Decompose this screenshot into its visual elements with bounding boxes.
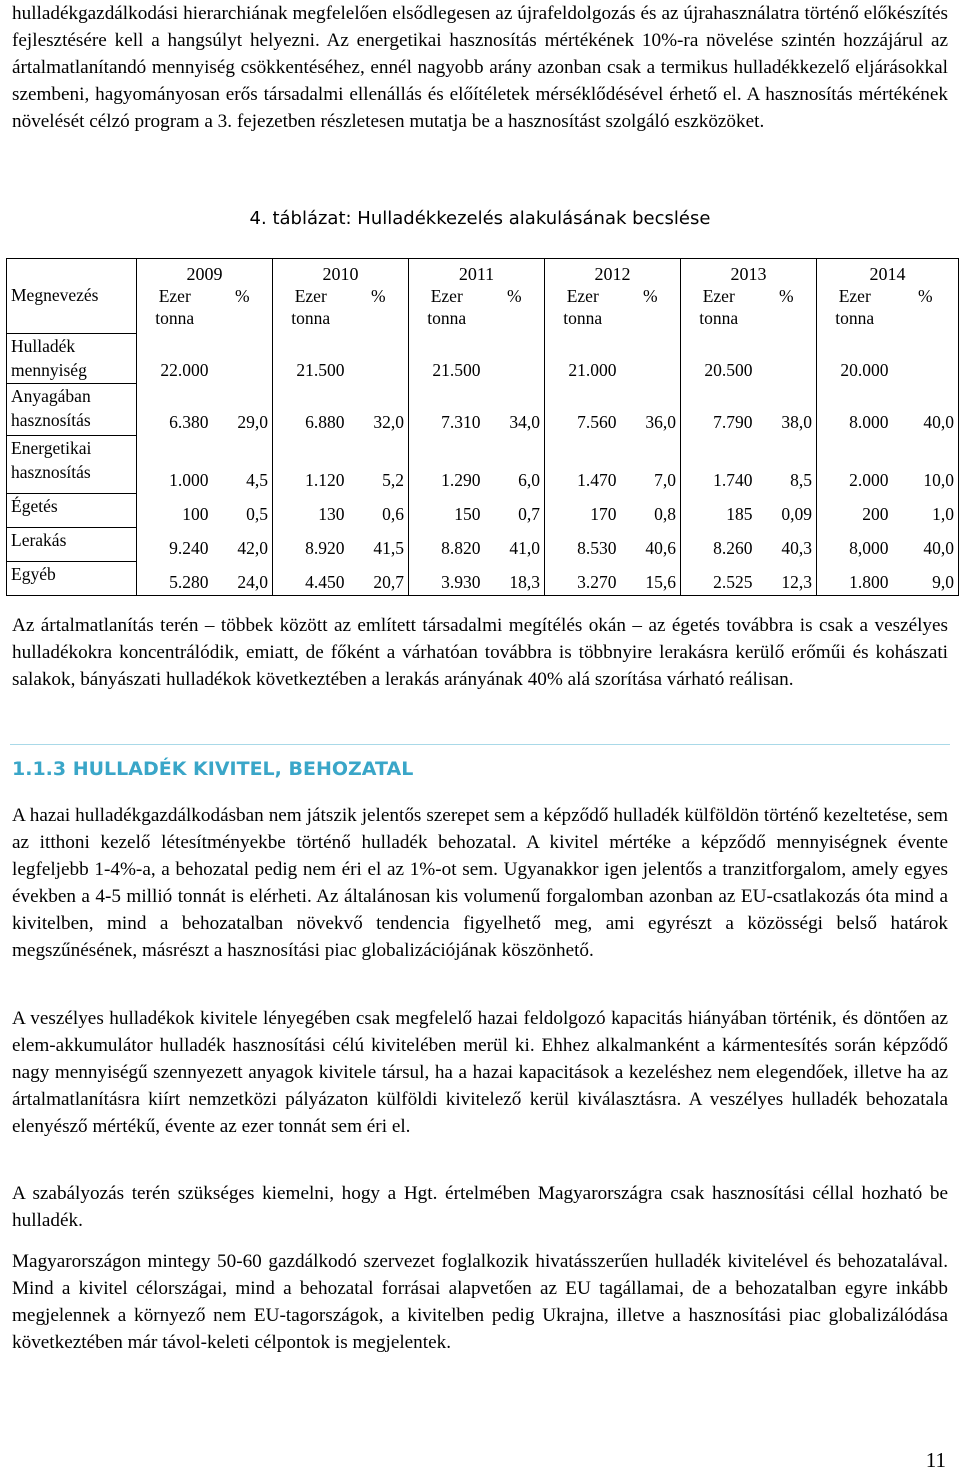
cell-percent: 36,0 xyxy=(621,383,681,435)
table-row xyxy=(7,383,959,435)
percent-header: % xyxy=(621,285,681,333)
cell-value: 3.930 xyxy=(409,561,485,595)
page-number: 11 xyxy=(925,1448,946,1472)
table-row xyxy=(7,493,959,527)
cell-percent: 8,5 xyxy=(757,435,817,493)
row-label: Égetés xyxy=(7,493,137,527)
cell-percent: 40,0 xyxy=(893,383,959,435)
table-header-years xyxy=(7,259,959,286)
cell-value: 1.290 xyxy=(441,470,481,490)
cell-value: 185 xyxy=(726,504,753,524)
cell-percent: 0,09 xyxy=(757,493,817,527)
cell-percent: 41,5 xyxy=(349,527,409,561)
cell-percent: 40,6 xyxy=(621,527,681,561)
unit-header: Ezer tonna xyxy=(155,286,195,328)
paragraph-organizations: Magyarországon mintegy 50-60 gazdálkodó szervezet foglalkozik hivatásszerűen hulladék kivitelével és behozatalával. Mind a kivitel célországai, mind a behozatal forrásai alapvetően az EU tagállamai, de a behozatalban egyre inkább megjelennek a környező nem EU-tagországok, a kivitelben pedig Ukrajna, illetve a hasznosítási piac globalizálódása következtében már távol-keleti célpontok is megjelentek. xyxy=(12,1251,948,1353)
percent-header: % xyxy=(757,285,817,333)
cell-value: 20.000 xyxy=(840,360,889,380)
cell-value: 7.310 xyxy=(441,412,481,432)
table-row xyxy=(7,435,959,493)
paragraph-hazardous-export: A veszélyes hulladékok kivitele lényegében csak megfelelő hazai feldolgozó kapacitás hiányában történik, és döntően az elem-akkumulátor hulladék hasznosítási célú kivitelében merül ki. Ehhez alkalmanként a kármentesítés során képződő nagy mennyiségű szennyezett anyagok kivitele társul, ha a hazai kapacitások a kezeléshez nem elegendőek, illetve ha az ártalmatlanításra kiírt nemzetközi pályázaton külföldi kivitelező kerül kiválasztásra. A veszélyes hulladék behozatala elenyésző mértékű, évente az ezer tonnát sem éri el. xyxy=(12,1008,948,1137)
row-label: Lerakás xyxy=(7,527,137,561)
cell-value: 6.380 xyxy=(169,412,209,432)
cell-value: 22.000 xyxy=(160,360,209,380)
percent-header: % xyxy=(349,285,409,333)
cell-percent: 0,5 xyxy=(213,493,273,527)
cell-percent xyxy=(349,333,409,383)
cell-percent: 5,2 xyxy=(349,435,409,493)
cell-percent: 0,7 xyxy=(485,493,545,527)
cell-value: 6.880 xyxy=(305,412,345,432)
cell-value: 7.560 xyxy=(577,412,617,432)
cell-percent: 40,3 xyxy=(757,527,817,561)
cell-value: 1.800 xyxy=(817,561,893,595)
cell-percent: 24,0 xyxy=(213,561,273,595)
paragraph-export-import: A hazai hulladékgazdálkodásban nem játszik jelentős szerepet sem a képződő hulladék külföldön történő kezeltetése, sem az itthoni kezelő létesítményekbe történő hulladék behozatal. A kivitel mértéke a képződő mennyiségnek évente legfeljebb 1-4%-a, a behozatal pedig nem éri el az 1%-ot sem. Ugyanakkor igen jelentős a tranzitforgalom, amely egyes években a 4-5 millió tonnát is elérheti. Az általánosan kis volumenű forgalomban azonban az EU-csatlakozás óta mind a kivitelben, mind a behozatalban növekvő tendencia figyelhető meg, ami egyrészt a közösségi belső határok megszűnésének, másrészt a hasznosítási piac globalizációjának köszönhető. xyxy=(12,805,948,961)
cell-percent: 18,3 xyxy=(485,561,545,595)
year-header: 2014 xyxy=(817,259,959,286)
unit-header: Ezer tonna xyxy=(291,286,331,328)
cell-value: 8.530 xyxy=(577,538,617,558)
cell-value: 2.000 xyxy=(849,470,889,490)
row-label: Anyagában hasznosítás xyxy=(7,383,137,435)
waste-treatment-table xyxy=(6,258,959,596)
cell-percent: 4,5 xyxy=(213,435,273,493)
cell-percent: 38,0 xyxy=(757,383,817,435)
cell-percent: 20,7 xyxy=(349,561,409,595)
cell-percent: 0,8 xyxy=(621,493,681,527)
cell-percent: 34,0 xyxy=(485,383,545,435)
year-header: 2011 xyxy=(409,259,545,286)
cell-percent xyxy=(757,333,817,383)
table-row xyxy=(7,561,959,595)
table-row xyxy=(7,527,959,561)
cell-value: 100 xyxy=(182,504,209,524)
cell-percent: 15,6 xyxy=(621,561,681,595)
cell-value: 8.000 xyxy=(849,412,889,432)
section-divider xyxy=(10,744,950,745)
cell-percent: 12,3 xyxy=(757,561,817,595)
unit-header: Ezer tonna xyxy=(427,286,467,328)
cell-value: 1.120 xyxy=(305,470,345,490)
cell-percent: 0,6 xyxy=(349,493,409,527)
cell-percent: 29,0 xyxy=(213,383,273,435)
cell-percent: 6,0 xyxy=(485,435,545,493)
cell-value: 200 xyxy=(862,504,889,524)
year-header: 2012 xyxy=(545,259,681,286)
cell-value: 8.820 xyxy=(441,538,481,558)
row-label: Hulladék mennyiség xyxy=(7,333,137,383)
year-header: 2009 xyxy=(137,259,273,286)
cell-value: 9.240 xyxy=(169,538,209,558)
table-row xyxy=(7,333,959,383)
unit-header: Ezer tonna xyxy=(835,286,875,328)
row-label: Energetikai hasznosítás xyxy=(7,435,137,493)
cell-value: 3.270 xyxy=(545,561,621,595)
after-table-paragraph: Az ártalmatlanítás terén – többek között az említett társadalmi megítélés okán – az égetés továbbra is csak a veszélyes hulladékokra koncentrálódik, emiatt, de főként a várhatóan továbbra is többnyire lerakásra kerülő erőműi és kohászati salakok, bányászati hulladékok következtében a lerakás arányának 40% alá szorítása várható reálisan. xyxy=(12,615,948,690)
cell-percent: 40,0 xyxy=(893,527,959,561)
cell-percent: 41,0 xyxy=(485,527,545,561)
cell-percent: 9,0 xyxy=(893,561,959,595)
table-header-units xyxy=(7,285,959,333)
cell-value: 4.450 xyxy=(273,561,349,595)
cell-value: 2.525 xyxy=(681,561,757,595)
cell-percent xyxy=(621,333,681,383)
cell-percent: 10,0 xyxy=(893,435,959,493)
cell-value: 5.280 xyxy=(137,561,213,595)
cell-value: 8.260 xyxy=(713,538,753,558)
cell-value: 8.920 xyxy=(305,538,345,558)
year-header: 2010 xyxy=(273,259,409,286)
cell-percent xyxy=(213,333,273,383)
cell-value: 7.790 xyxy=(713,412,753,432)
cell-value: 170 xyxy=(590,504,617,524)
name-header: Megnevezés xyxy=(7,259,137,334)
cell-value: 1.740 xyxy=(713,470,753,490)
cell-value: 8,000 xyxy=(849,538,889,558)
cell-percent: 7,0 xyxy=(621,435,681,493)
table-caption: 4. táblázat: Hulladékkezelés alakulásának becslése xyxy=(249,208,711,229)
section-heading: 1.1.3 HULLADÉK KIVITEL, BEHOZATAL xyxy=(12,758,414,780)
paragraph-regulation: A szabályozás terén szükséges kiemelni, hogy a Hgt. értelmében Magyarországra csak hasznosítási céllal hozható be hulladék. xyxy=(12,1183,948,1231)
cell-value: 21.000 xyxy=(568,360,617,380)
cell-value: 1.000 xyxy=(169,470,209,490)
cell-value: 20.500 xyxy=(704,360,753,380)
intro-paragraph: hulladékgazdálkodási hierarchiának megfelelően elsődlegesen az újrafeldolgozás és az újrahasználatra történő előkészítés fejlesztésére kell a hangsúlyt helyezni. Az energetikai hasznosítás mértékének 10%-ra növelése szintén hozzájárul az ártalmatlanítandó mennyiség csökkentéséhez, ennél nagyobb arány azonban csak a termikus hulladékkezelő eljárásokkal szembeni, hagyományosan erős társadalmi ellenállás és előítéletek mérséklődésével érhető el. A hasznosítás mértékének növelését célzó program a 3. fejezetben részletesen mutatja be a hasznosítást szolgáló eszközöket. xyxy=(12,3,948,132)
cell-percent xyxy=(485,333,545,383)
cell-value: 1.470 xyxy=(577,470,617,490)
unit-header: Ezer tonna xyxy=(699,286,739,328)
row-label: Egyéb xyxy=(7,561,137,595)
cell-percent: 42,0 xyxy=(213,527,273,561)
cell-value: 21.500 xyxy=(432,360,481,380)
year-header: 2013 xyxy=(681,259,817,286)
cell-value: 130 xyxy=(318,504,345,524)
cell-value: 150 xyxy=(454,504,481,524)
unit-header: Ezer tonna xyxy=(563,286,603,328)
percent-header: % xyxy=(213,285,273,333)
percent-header: % xyxy=(485,285,545,333)
percent-header: % xyxy=(893,285,959,333)
cell-value: 21.500 xyxy=(296,360,345,380)
cell-percent: 1,0 xyxy=(893,493,959,527)
cell-percent: 32,0 xyxy=(349,383,409,435)
cell-percent xyxy=(893,333,959,383)
